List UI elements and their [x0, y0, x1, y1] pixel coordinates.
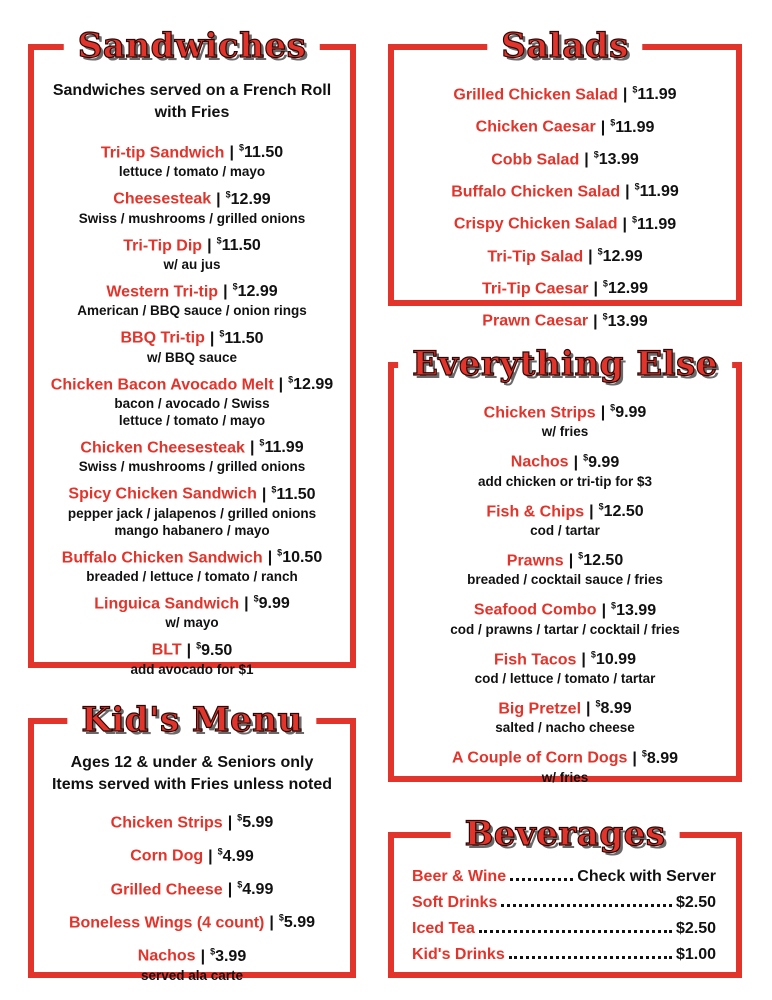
- menu-item: [34, 841, 350, 866]
- kids-intro-line1: Ages 12 & under & Seniors only: [70, 754, 314, 771]
- item-name-line: [394, 595, 736, 620]
- menu-item: [34, 941, 350, 983]
- price-value: 5.99: [283, 914, 316, 932]
- item-description: mango habanero / mayo: [114, 522, 270, 538]
- item-name: Chicken Bacon Avocado Melt: [50, 375, 274, 393]
- menu-item: [34, 479, 350, 538]
- kids-menu-content: [34, 752, 350, 992]
- item-name-line: [34, 875, 350, 900]
- item-name-line: [394, 306, 736, 331]
- dollar-sign: $: [259, 437, 265, 448]
- price-value: 8.99: [646, 749, 679, 767]
- item-description: breaded / lettuce / tomato / ranch: [86, 568, 298, 584]
- price-value: 9.50: [201, 641, 233, 659]
- item-name-line: [34, 589, 350, 614]
- item-price: [226, 191, 271, 208]
- menu-item: [34, 277, 350, 319]
- dollar-sign: $: [634, 181, 640, 192]
- price-value: 13.99: [598, 150, 639, 168]
- item-name: Tri-Tip Caesar: [482, 280, 589, 298]
- dollar-sign: $: [238, 143, 244, 153]
- item-name: Tri-Tip Salad: [487, 247, 584, 265]
- item-price: [632, 86, 676, 103]
- item-price: [635, 183, 679, 200]
- dollar-sign: $: [583, 452, 589, 463]
- item-description: American / BBQ sauce / onion rings: [77, 303, 307, 319]
- beverage-price: $2.50: [675, 920, 716, 937]
- price-separator: |: [208, 847, 213, 865]
- item-description: w/ BBQ sauce: [146, 349, 238, 365]
- item-name: Spicy Chicken Sandwich: [68, 485, 257, 503]
- menu-item: [34, 323, 350, 365]
- price-value: 9.99: [615, 404, 647, 422]
- item-name: Chicken Strips: [110, 814, 223, 832]
- item-name: A Couple of Corn Dogs: [451, 749, 628, 767]
- item-price: [271, 486, 315, 503]
- everything-else-list: [394, 398, 736, 793]
- dollar-sign: $: [597, 246, 603, 257]
- item-description: w/ fries: [541, 769, 589, 785]
- item-description: Swiss / mushrooms / grilled onions: [78, 459, 306, 475]
- kids-menu-list: [34, 808, 350, 984]
- menu-item: [394, 595, 736, 637]
- menu-item: [34, 370, 350, 429]
- beverage-name: Kid's Drinks: [412, 946, 505, 963]
- price-value: 8.99: [600, 700, 632, 718]
- beverages-list: [394, 864, 736, 968]
- item-name-line: [34, 138, 350, 163]
- item-name-line: [394, 274, 736, 299]
- item-description: lettuce / tomato / mayo: [118, 164, 266, 180]
- item-description: add chicken or tri-tip for $3: [477, 473, 653, 489]
- dollar-sign: $: [237, 879, 243, 890]
- item-price: [598, 248, 643, 265]
- item-name-line: [394, 209, 736, 234]
- beverage-name: Soft Drinks: [412, 894, 498, 911]
- sandwiches-intro-line1: Sandwiches served on a French Roll: [52, 82, 332, 99]
- dollar-sign: $: [631, 214, 637, 225]
- menu-item: [394, 306, 736, 331]
- price-value: 11.50: [224, 329, 264, 347]
- price-value: 12.99: [602, 247, 643, 265]
- item-description: cod / tartar: [530, 522, 600, 538]
- menu-item: [394, 112, 736, 137]
- item-name-line: [34, 323, 350, 348]
- kids-intro-line2: Items served with Fries unless noted: [51, 776, 333, 793]
- item-name: Fish Tacos: [494, 650, 577, 668]
- beverages-title: Beverages: [451, 812, 680, 856]
- item-name-line: [394, 645, 736, 670]
- item-name: Western Tri-tip: [106, 283, 219, 301]
- salads-section: [388, 26, 742, 330]
- dollar-sign: $: [632, 85, 638, 95]
- price-separator: |: [622, 86, 628, 104]
- item-description: lettuce / tomato / mayo: [118, 412, 266, 428]
- item-name-line: [394, 743, 736, 768]
- item-description: add avocado for $1: [130, 661, 254, 677]
- item-name-line: [394, 497, 736, 522]
- item-name-line: [34, 370, 350, 395]
- item-name-line: [34, 433, 350, 458]
- item-price: [611, 602, 656, 619]
- everything-else-title: Everything Else: [398, 342, 732, 386]
- price-separator: |: [573, 453, 579, 471]
- menu-item: [34, 908, 350, 933]
- item-price: [237, 814, 273, 831]
- price-separator: |: [278, 375, 284, 393]
- price-separator: |: [622, 215, 627, 233]
- item-description: cod / prawns / tartar / cocktail / fries: [450, 621, 680, 637]
- menu-item: [394, 177, 736, 202]
- dollar-sign: $: [277, 547, 283, 558]
- item-name: BBQ Tri-tip: [120, 329, 205, 347]
- dollar-sign: $: [288, 374, 294, 385]
- item-price: [218, 848, 254, 865]
- beverage-row: [394, 890, 736, 916]
- price-separator: |: [207, 236, 212, 254]
- price-value: 12.99: [237, 283, 278, 301]
- dollar-sign: $: [598, 501, 604, 512]
- item-price: [279, 914, 315, 931]
- item-name-line: [394, 177, 736, 202]
- dollar-sign: $: [602, 278, 608, 289]
- item-name: Cheesesteak: [113, 190, 212, 208]
- price-separator: |: [229, 144, 234, 162]
- kids-menu-title: Kid's Menu: [67, 698, 316, 742]
- price-value: 4.99: [242, 880, 274, 898]
- price-separator: |: [216, 190, 221, 208]
- dot-leader: [479, 929, 672, 933]
- beverage-price: $1.00: [675, 946, 716, 963]
- item-name: Linguica Sandwich: [94, 595, 240, 613]
- item-name-line: [394, 112, 736, 137]
- item-name: Chicken Caesar: [475, 118, 596, 136]
- item-name: Buffalo Chicken Sandwich: [61, 548, 263, 566]
- menu-item: [394, 398, 736, 440]
- dollar-sign: $: [210, 946, 216, 957]
- sandwich-list: [34, 138, 350, 678]
- dollar-sign: $: [578, 550, 584, 561]
- beverage-row: [394, 864, 736, 890]
- price-value: 11.99: [264, 439, 304, 457]
- item-name: Nachos: [137, 947, 196, 965]
- dollar-sign: $: [611, 600, 617, 611]
- price-value: 11.99: [637, 86, 677, 104]
- price-value: 13.99: [607, 312, 648, 330]
- price-value: 10.99: [595, 650, 636, 668]
- item-name: Buffalo Chicken Salad: [451, 183, 621, 201]
- item-price: [596, 700, 632, 717]
- price-value: 11.50: [221, 236, 261, 254]
- price-value: 13.99: [616, 601, 657, 619]
- dollar-sign: $: [595, 698, 601, 709]
- dot-leader: [501, 903, 672, 907]
- price-separator: |: [568, 552, 574, 570]
- price-separator: |: [581, 650, 586, 668]
- item-price: [591, 651, 636, 668]
- menu-item: [34, 635, 350, 677]
- menu-item: [34, 808, 350, 833]
- item-name-line: [34, 231, 350, 256]
- item-name-line: [34, 908, 350, 933]
- item-price: [594, 151, 639, 168]
- price-value: 11.50: [276, 485, 316, 503]
- dollar-sign: $: [237, 813, 243, 823]
- item-price: [610, 404, 646, 421]
- price-separator: |: [586, 700, 591, 718]
- dot-leader: [509, 955, 672, 959]
- price-separator: |: [600, 404, 606, 422]
- price-separator: |: [625, 183, 630, 201]
- beverage-row: [394, 942, 736, 968]
- menu-item: [34, 589, 350, 631]
- kids-menu-section: [28, 700, 356, 983]
- menu-item: [394, 209, 736, 234]
- item-price: [237, 881, 273, 898]
- item-name: Nachos: [510, 453, 569, 471]
- dollar-sign: $: [253, 593, 259, 604]
- dot-leader: [510, 877, 573, 881]
- dollar-sign: $: [196, 640, 202, 651]
- item-description: salted / nacho cheese: [495, 720, 635, 736]
- price-separator: |: [227, 814, 233, 832]
- price-separator: |: [584, 150, 589, 168]
- item-name: Crispy Chicken Salad: [453, 215, 618, 233]
- menu-item: [394, 447, 736, 489]
- beverage-row: [394, 916, 736, 942]
- item-price: [583, 454, 619, 471]
- dollar-sign: $: [232, 281, 238, 292]
- price-value: 12.99: [607, 280, 648, 298]
- item-name: Prawns: [506, 552, 564, 570]
- item-price: [259, 439, 303, 456]
- salads-title: Salads: [487, 24, 642, 68]
- beverage-name: Iced Tea: [412, 920, 475, 937]
- item-price: [578, 552, 623, 569]
- price-separator: |: [593, 312, 598, 330]
- price-separator: |: [261, 485, 267, 503]
- item-name-line: [394, 398, 736, 423]
- item-name: Tri-tip Sandwich: [100, 144, 225, 162]
- item-name-line: [394, 242, 736, 267]
- price-value: 10.50: [282, 548, 323, 566]
- item-price: [277, 549, 322, 566]
- item-price: [239, 144, 283, 161]
- item-name: Tri-Tip Dip: [123, 236, 203, 254]
- dollar-sign: $: [610, 117, 616, 128]
- price-separator: |: [593, 280, 598, 298]
- item-name-line: [394, 447, 736, 472]
- price-value: 3.99: [215, 947, 247, 965]
- item-name-line: [394, 546, 736, 571]
- price-separator: |: [588, 247, 593, 265]
- menu-item: [34, 231, 350, 273]
- price-value: 12.50: [603, 502, 644, 520]
- price-separator: |: [223, 283, 228, 301]
- item-price: [603, 313, 648, 330]
- dollar-sign: $: [602, 311, 608, 322]
- price-separator: |: [200, 947, 206, 965]
- everything-else-section: [388, 344, 742, 785]
- item-description: pepper jack / jalapenos / grilled onions: [67, 505, 317, 521]
- item-name: Corn Dog: [130, 847, 204, 865]
- item-price: [599, 503, 644, 520]
- price-separator: |: [267, 548, 273, 566]
- menu-item: [34, 433, 350, 475]
- item-name: Fish & Chips: [486, 502, 585, 520]
- menu-item: [34, 543, 350, 585]
- price-separator: |: [589, 502, 594, 520]
- item-name: Cobb Salad: [491, 150, 580, 168]
- dollar-sign: $: [216, 235, 222, 246]
- item-name-line: [394, 694, 736, 719]
- item-name-line: [34, 941, 350, 966]
- menu-item: [34, 184, 350, 226]
- item-name-line: [34, 543, 350, 568]
- item-description: w/ mayo: [165, 615, 219, 631]
- item-name: BLT: [151, 641, 182, 659]
- price-separator: |: [249, 439, 255, 457]
- item-name: Grilled Chicken Salad: [453, 86, 618, 104]
- menu-item: [394, 497, 736, 539]
- price-value: 12.99: [230, 190, 271, 208]
- item-name: Chicken Strips: [483, 404, 596, 422]
- dollar-sign: $: [590, 649, 596, 660]
- sandwiches-title: Sandwiches: [64, 24, 320, 68]
- price-value: 11.99: [615, 118, 655, 136]
- item-name-line: [34, 808, 350, 833]
- price-value: 11.99: [636, 215, 677, 233]
- item-price: [196, 642, 232, 659]
- price-separator: |: [632, 749, 637, 767]
- menu-item: [34, 138, 350, 180]
- item-price: [219, 330, 263, 347]
- item-name-line: [34, 479, 350, 504]
- item-price: [288, 376, 333, 393]
- menu-item: [394, 546, 736, 588]
- price-separator: |: [227, 880, 233, 898]
- beverages-section: [388, 814, 742, 978]
- item-name-line: [34, 841, 350, 866]
- item-description: Swiss / mushrooms / grilled onions: [78, 210, 306, 226]
- item-name: Grilled Cheese: [110, 880, 223, 898]
- item-name-line: [34, 635, 350, 660]
- sandwiches-section: [28, 26, 356, 677]
- item-name-line: [34, 277, 350, 302]
- item-name: Prawn Caesar: [482, 312, 589, 330]
- item-name: Seafood Combo: [473, 601, 597, 619]
- price-value: 12.50: [583, 552, 624, 570]
- menu-item: [394, 242, 736, 267]
- beverage-price: $2.50: [675, 894, 716, 911]
- item-description: cod / lettuce / tomato / tartar: [474, 670, 656, 686]
- item-description: breaded / cocktail sauce / fries: [467, 572, 663, 588]
- menu-item: [394, 145, 736, 170]
- item-price: [233, 283, 278, 300]
- beverage-price: Check with Server: [577, 868, 716, 885]
- item-price: [210, 948, 246, 965]
- price-separator: |: [209, 329, 215, 347]
- menu-item: [394, 743, 736, 785]
- item-price: [632, 216, 676, 233]
- menu-item: [394, 274, 736, 299]
- menu-item: [394, 645, 736, 687]
- item-name: Boneless Wings (4 count): [68, 914, 265, 932]
- dollar-sign: $: [225, 189, 231, 200]
- item-price: [217, 237, 261, 254]
- price-value: 11.99: [639, 183, 679, 201]
- menu-item: [34, 875, 350, 900]
- menu-item: [394, 694, 736, 736]
- sandwiches-intro-line2: with Fries: [154, 104, 230, 121]
- salad-list: [394, 80, 736, 339]
- sandwiches-content: [34, 80, 350, 682]
- price-separator: |: [600, 118, 606, 136]
- item-name-line: [394, 145, 736, 170]
- price-separator: |: [244, 595, 249, 613]
- price-value: 4.99: [222, 847, 254, 865]
- beverage-name: Beer & Wine: [412, 868, 507, 885]
- item-name-line: [394, 80, 736, 105]
- item-description: served ala carte: [140, 967, 244, 983]
- price-value: 9.99: [588, 453, 620, 471]
- item-description: bacon / avocado / Swiss: [114, 395, 270, 411]
- price-separator: |: [269, 914, 274, 932]
- item-price: [254, 595, 290, 612]
- dollar-sign: $: [641, 748, 647, 759]
- dollar-sign: $: [219, 328, 225, 339]
- price-value: 11.50: [243, 144, 284, 162]
- dollar-sign: $: [278, 912, 284, 923]
- item-price: [610, 119, 654, 136]
- menu-item: [394, 80, 736, 105]
- dollar-sign: $: [271, 484, 277, 495]
- item-description: w/ au jus: [163, 256, 221, 272]
- dollar-sign: $: [593, 149, 599, 160]
- price-value: 9.99: [258, 595, 290, 613]
- price-value: 12.99: [293, 375, 334, 393]
- price-value: 5.99: [242, 814, 274, 832]
- item-price: [603, 280, 648, 297]
- item-name: Chicken Cheesesteak: [80, 439, 245, 457]
- item-description: w/ fries: [541, 424, 589, 440]
- dollar-sign: $: [610, 403, 616, 413]
- price-separator: |: [186, 641, 192, 659]
- item-name: Big Pretzel: [498, 700, 582, 718]
- item-name-line: [34, 184, 350, 209]
- dollar-sign: $: [217, 846, 223, 857]
- price-separator: |: [601, 601, 607, 619]
- item-price: [642, 750, 678, 767]
